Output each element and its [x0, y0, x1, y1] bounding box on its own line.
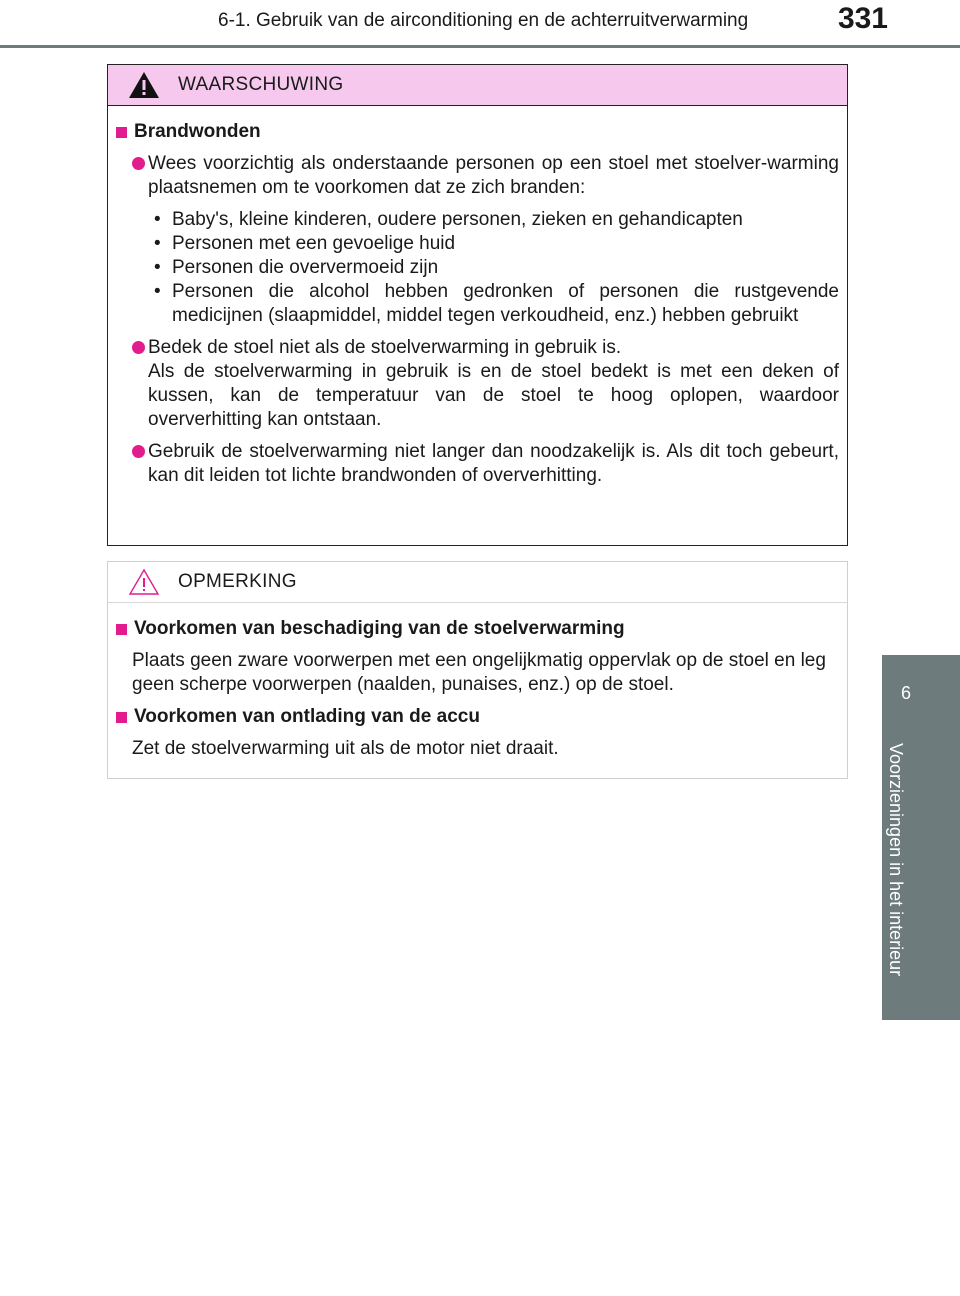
sub-list-item: • Personen die alcohol hebben gedronken of personen die rustgevende medicijnen (slaapmiddel, middel tegen verkoudheid, enz.) hebben gebruikt: [154, 281, 839, 326]
bullet-text: Gebruik de stoelverwarming niet langer dan noodzakelijk is. Als dit toch gebeurt, kan dit leiden tot lichte brandwonden of oververhitting.: [148, 441, 839, 486]
warning-box: [107, 64, 848, 546]
bullet-text: Bedek de stoel niet als de stoelverwarming in gebruik is. Als de stoelverwarming in gebruik is en de stoel bedekt is met een deken of kussen, kan de temperatuur van de stoel te hoog oplopen, waardoor oververhitting kan ontstaan.: [148, 337, 839, 430]
notice-body: [108, 603, 847, 761]
bullet-text: Wees voorzichtig als onderstaande personen op een stoel met stoelver-warming plaatsnemen om te voorkomen dat ze zich branden:: [148, 153, 839, 198]
chapter-side-tab: 6 Voorzieningen in het interieur: [882, 655, 960, 1020]
bullet-item: [132, 152, 839, 200]
square-bullet-icon: [116, 624, 127, 635]
section-paragraph: Zet de stoelverwarming uit als de motor niet draait.: [132, 738, 559, 759]
section-title-seat-heater-damage: [116, 617, 839, 641]
section-title-battery-discharge: [116, 705, 839, 729]
square-bullet-icon: [116, 712, 127, 723]
sub-list-item: • Personen met een gevoelige huid: [154, 233, 456, 254]
bullet-item: [132, 440, 839, 488]
header-divider: [0, 45, 960, 48]
section-title-text: Brandwonden: [134, 121, 261, 142]
caution-outline-triangle-icon: [128, 568, 160, 596]
section-title-text: Voorkomen van ontlading van de accu: [134, 706, 480, 727]
section-paragraph: Plaats geen zware voorwerpen met een ongelijkmatig oppervlak op de stoel en leg geen scherpe voorwerpen (naalden, punaises, enz.) op de stoel.: [132, 650, 826, 695]
section-title-brandwonden: [116, 120, 839, 144]
notice-header: [108, 562, 847, 603]
round-bullet-icon: [132, 341, 145, 354]
page-number: 331: [837, 2, 888, 35]
sub-list-item: • Personen die oververmoeid zijn: [154, 257, 439, 278]
page-header-title: 6-1. Gebruik van de airconditioning en de achterruitverwarming: [218, 10, 749, 31]
warning-title: WAARSCHUWING: [178, 74, 344, 95]
bullet-item: [132, 336, 839, 432]
warning-triangle-icon: [128, 71, 160, 99]
square-bullet-icon: [116, 127, 127, 138]
chapter-number: 6: [900, 683, 911, 703]
round-bullet-icon: [132, 445, 145, 458]
notice-title: OPMERKING: [178, 571, 297, 592]
sub-list: [154, 208, 839, 328]
section-title-text: Voorkomen van beschadiging van de stoelverwarming: [134, 618, 625, 639]
warning-header: [108, 65, 847, 106]
sub-list-item: • Baby's, kleine kinderen, oudere personen, zieken en gehandicapten: [154, 209, 743, 230]
notice-box: [107, 561, 848, 779]
round-bullet-icon: [132, 157, 145, 170]
warning-body: [108, 106, 847, 488]
